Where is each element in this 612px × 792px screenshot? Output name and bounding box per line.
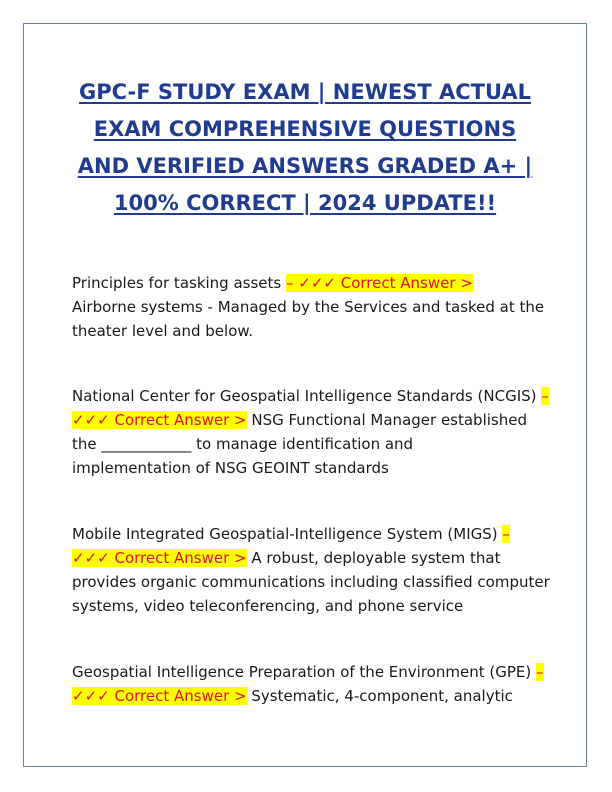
question-text: Principles for tasking assets [72, 274, 282, 292]
qa-item [72, 522, 550, 618]
answer-text: NSG Functional Manager established [251, 411, 527, 429]
qa-item [72, 384, 549, 480]
qa-line [72, 660, 542, 684]
answer-text: provides organic communications including classified computer [72, 573, 550, 591]
qa-line [72, 546, 542, 570]
qa-line [72, 271, 542, 295]
correct-answer-marker: – ✓✓✓ Correct Answer > [286, 274, 473, 292]
document-title [60, 74, 550, 222]
question-text: Geospatial Intelligence Preparation of the Environment (GPE) [72, 663, 532, 681]
qa-line [72, 408, 542, 432]
correct-answer-marker: ✓✓✓ Correct Answer > [72, 411, 247, 429]
qa-item [72, 271, 545, 343]
title-line: EXAM COMPREHENSIVE QUESTIONS [93, 117, 517, 141]
answer-dash: – [541, 387, 549, 405]
answer-text: implementation of NSG GEOINT standards [72, 459, 389, 477]
answer-text: A robust, deployable system that [251, 549, 501, 567]
correct-answer-marker: ✓✓✓ Correct Answer > [72, 687, 247, 705]
answer-dash: – [502, 525, 510, 543]
title-line: GPC-F STUDY EXAM | NEWEST ACTUAL [78, 80, 531, 104]
qa-line [72, 684, 542, 708]
correct-answer-marker: ✓✓✓ Correct Answer > [72, 549, 247, 567]
qa-line [72, 384, 549, 408]
answer-text: Airborne systems - Managed by the Services and tasked at the [72, 298, 545, 316]
question-text: Mobile Integrated Geospatial-Intelligence System (MIGS) [72, 525, 498, 543]
title-line: AND VERIFIED ANSWERS GRADED A+ | [77, 154, 533, 178]
qa-item [72, 660, 542, 708]
qa-line [72, 522, 542, 546]
answer-text: theater level and below. [72, 322, 254, 340]
answer-text: the ____________ to manage identification and [72, 435, 414, 453]
answer-dash: – [536, 663, 544, 681]
title-line: 100% CORRECT | 2024 UPDATE!! [113, 191, 497, 215]
question-text: National Center for Geospatial Intelligence Standards (NCGIS) [72, 387, 537, 405]
answer-text: Systematic, 4-component, analytic [251, 687, 513, 705]
answer-text: systems, video teleconferencing, and phone service [72, 597, 464, 615]
